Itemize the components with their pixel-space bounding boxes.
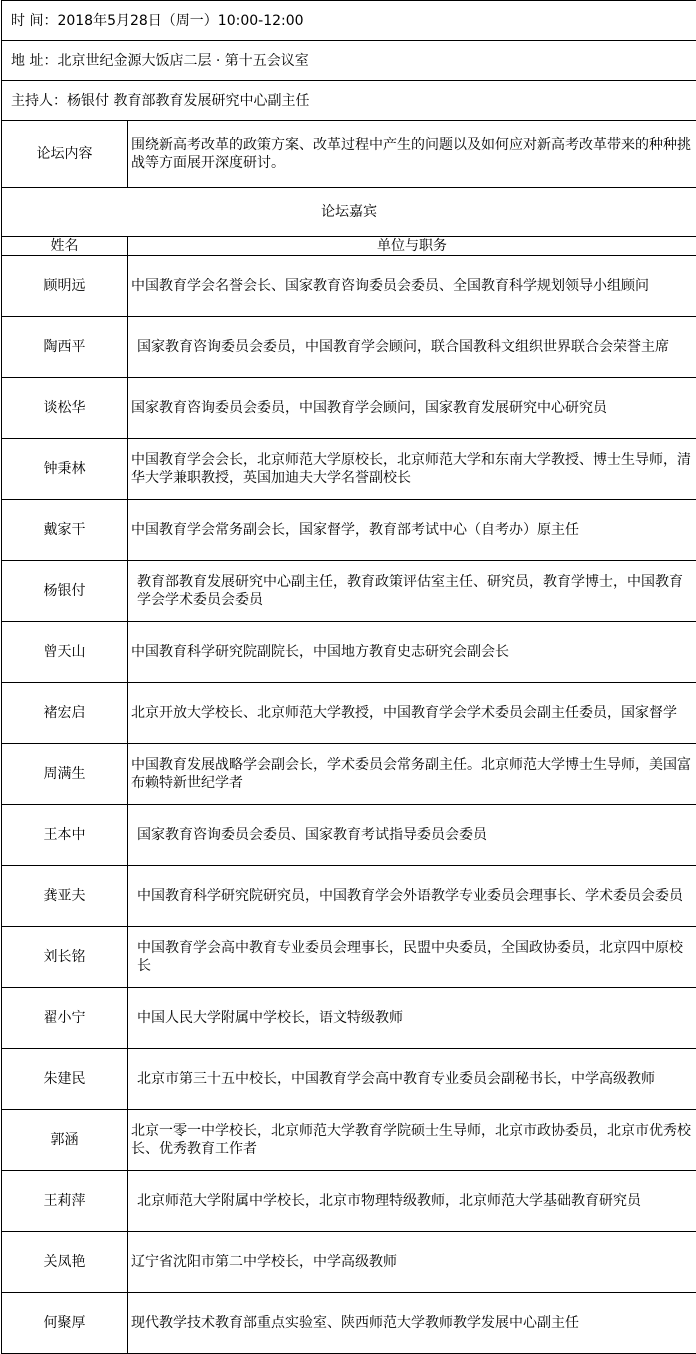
guest-name: 钟秉林 — [2, 439, 128, 500]
guest-row — [2, 683, 696, 744]
guest-row — [2, 866, 696, 927]
guest-role: 中国教育学会常务副会长，国家督学，教育部考试中心（自考办）原主任 — [128, 500, 696, 561]
content-label: 论坛内容 — [2, 121, 128, 188]
guest-role: 国家教育咨询委员会委员、国家教育考试指导委员会委员 — [128, 805, 696, 866]
guest-role: 中国教育学会会长，北京师范大学原校长，北京师范大学和东南大学教授、博士生导师，清华大学兼职教授，英国加迪夫大学名誉副校长 — [128, 439, 696, 500]
guest-list — [2, 256, 696, 1354]
content-text: 围绕新高考改革的政策方案、改革过程中产生的问题以及如何应对新高考改革带来的种种挑战等方面展开深度研讨。 — [128, 121, 696, 188]
col-header-role: 单位与职务 — [128, 237, 696, 256]
guest-row — [2, 1049, 696, 1110]
guest-row — [2, 622, 696, 683]
guest-role: 北京市第三十五中校长，中国教育学会高中教育专业委员会副秘书长，中学高级教师 — [128, 1049, 696, 1110]
guest-name: 何聚厚 — [2, 1293, 128, 1354]
guest-name: 刘长铭 — [2, 927, 128, 988]
guest-name: 郭涵 — [2, 1110, 128, 1171]
forum-schedule-table — [1, 0, 696, 1354]
guest-name: 戴家干 — [2, 500, 128, 561]
guest-role: 北京一零一中学校长，北京师范大学教育学院硕士生导师，北京市政协委员，北京市优秀校长、优秀教育工作者 — [128, 1110, 696, 1171]
location-row: 地 址：北京世纪金源大饭店二层 · 第十五会议室 — [2, 41, 696, 81]
guest-row — [2, 1293, 696, 1354]
guest-role: 中国教育学会名誉会长、国家教育咨询委员会委员、全国教育科学规划领导小组顾问 — [128, 256, 696, 317]
guest-name: 龚亚夫 — [2, 866, 128, 927]
guest-row — [2, 378, 696, 439]
guest-name: 顾明远 — [2, 256, 128, 317]
guest-row — [2, 500, 696, 561]
guest-role: 国家教育咨询委员会委员，中国教育学会顾问，国家教育发展研究中心研究员 — [128, 378, 696, 439]
guest-row — [2, 1171, 696, 1232]
guest-name: 陶西平 — [2, 317, 128, 378]
guest-row — [2, 805, 696, 866]
guest-row — [2, 1110, 696, 1171]
guest-row — [2, 317, 696, 378]
guest-name: 周满生 — [2, 744, 128, 805]
guest-row — [2, 927, 696, 988]
guest-name: 谈松华 — [2, 378, 128, 439]
guest-name: 关凤艳 — [2, 1232, 128, 1293]
guest-role: 北京开放大学校长、北京师范大学教授，中国教育学会学术委员会副主任委员，国家督学 — [128, 683, 696, 744]
guest-row — [2, 439, 696, 500]
guest-role: 北京师范大学附属中学校长，北京市物理特级教师，北京师范大学基础教育研究员 — [128, 1171, 696, 1232]
guest-role: 中国教育科学研究院副院长，中国地方教育史志研究会副会长 — [128, 622, 696, 683]
host-row: 主持人：杨银付 教育部教育发展研究中心副主任 — [2, 81, 696, 121]
guest-name: 朱建民 — [2, 1049, 128, 1110]
guest-row — [2, 256, 696, 317]
guest-role: 中国教育科学研究院研究员，中国教育学会外语教学专业委员会理事长、学术委员会委员 — [128, 866, 696, 927]
guest-role: 教育部教育发展研究中心副主任，教育政策评估室主任、研究员，教育学博士，中国教育学会学术委员会委员 — [128, 561, 696, 622]
guests-title: 论坛嘉宾 — [2, 188, 696, 237]
guest-row — [2, 988, 696, 1049]
guest-row — [2, 744, 696, 805]
guest-name: 曾天山 — [2, 622, 128, 683]
guest-name: 王本中 — [2, 805, 128, 866]
guest-name: 王莉萍 — [2, 1171, 128, 1232]
guest-role: 国家教育咨询委员会委员，中国教育学会顾问，联合国教科文组织世界联合会荣誉主席 — [128, 317, 696, 378]
guest-role: 中国教育学会高中教育专业委员会理事长，民盟中央委员，全国政协委员，北京四中原校长 — [128, 927, 696, 988]
guest-name: 翟小宁 — [2, 988, 128, 1049]
col-header-name: 姓名 — [2, 237, 128, 256]
guest-row — [2, 1232, 696, 1293]
guest-name: 褚宏启 — [2, 683, 128, 744]
guest-role: 中国人民大学附属中学校长，语文特级教师 — [128, 988, 696, 1049]
guest-role: 中国教育发展战略学会副会长，学术委员会常务副主任。北京师范大学博士生导师，美国富布赖特新世纪学者 — [128, 744, 696, 805]
guest-name: 杨银付 — [2, 561, 128, 622]
time-row: 时 间：2018年5月28日（周一）10:00-12:00 — [2, 1, 696, 41]
guest-role: 现代教学技术教育部重点实验室、陕西师范大学教师教学发展中心副主任 — [128, 1293, 696, 1354]
guest-row — [2, 561, 696, 622]
guest-role: 辽宁省沈阳市第二中学校长，中学高级教师 — [128, 1232, 696, 1293]
